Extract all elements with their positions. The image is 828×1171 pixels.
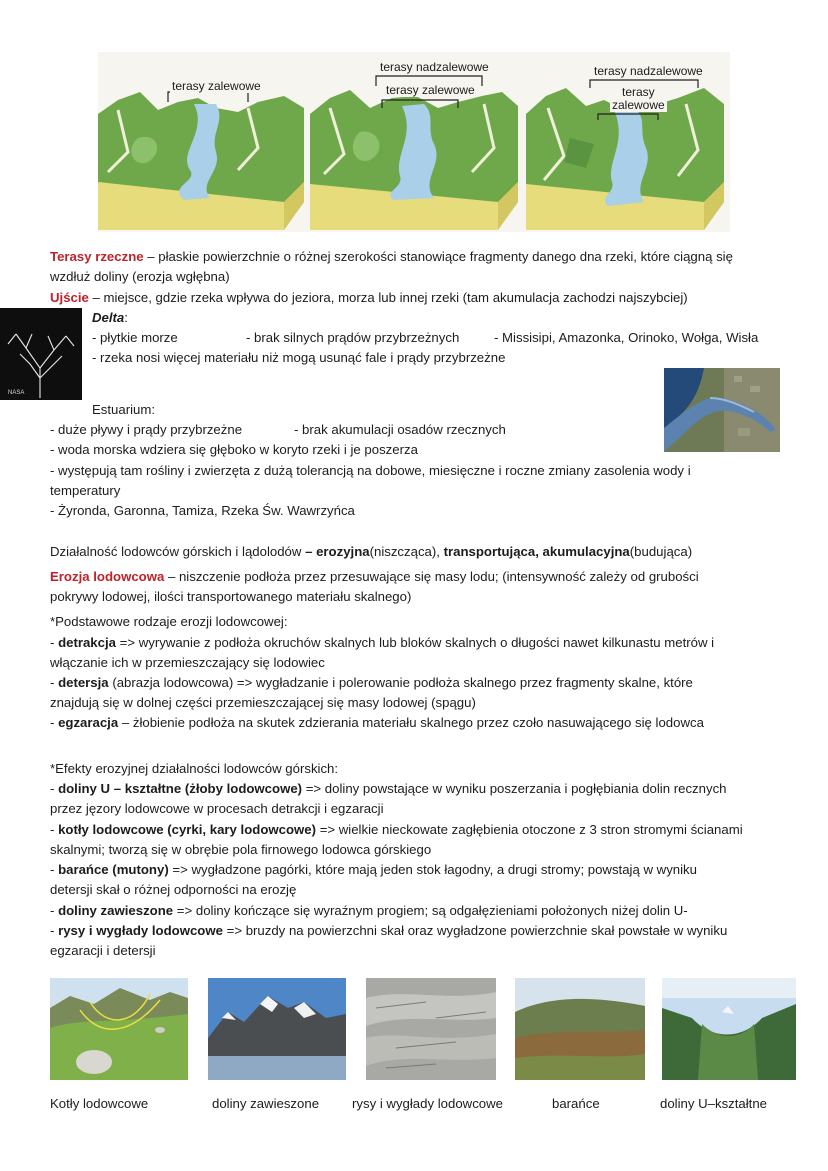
estuary-satellite-image <box>664 368 780 452</box>
doliny-u-line-2: przez jęzory lodowcowe w procesach detrakcji i egzaracji <box>50 801 384 816</box>
rysy-term: rysy i wygłady lodowcowe <box>58 923 223 938</box>
detersja-line-2: znajdują się w dolnej części przemieszczającej się masy lodowej (spągu) <box>50 695 476 710</box>
delta-item-shallow-sea: - płytkie morze <box>92 330 178 345</box>
terasy-term: Terasy rzeczne <box>50 249 144 264</box>
estuarium-item-tides: - duże pływy i prądy przybrzeżne <box>50 422 243 437</box>
estuarium-item-organisms-line-1: - występują tam rośliny i zwierzęta z dużą tolerancją na dobowe, miesięczne i roczne zmiany zasolenia wody i <box>50 463 691 478</box>
doliny-u-term: doliny U – kształtne (żłoby lodowcowe) <box>58 781 303 796</box>
delta-item-no-currents: - brak silnych prądów przybrzeżnych <box>246 330 460 345</box>
detrakcja-line-1: - detrakcja => wyrywanie z podłoża okruchów skalnych lub bloków skalnych o długości nawet kilkunastu metrów i <box>50 635 715 650</box>
erosion-types-heading: *Podstawowe rodzaje erozji lodowcowej: <box>50 614 288 629</box>
barance-term: barańce (mutony) <box>58 862 169 877</box>
caption-cirques: Kotły lodowcowe <box>50 1096 149 1111</box>
diagram-label-upper-terrace-3: terasy nadzalewowe <box>594 64 703 78</box>
erozja-lodowcowa-term: Erozja lodowcowa <box>50 569 165 584</box>
photo-roches-moutonnees <box>515 978 645 1080</box>
diagram-label-floodplain-2: terasy zalewowe <box>386 83 475 97</box>
doliny-u-line-1: - doliny U – kształtne (żłoby lodowcowe) => doliny powstające w wyniku poszerzania i pogłębiania dolin recznych <box>50 781 727 796</box>
ujscie-definition: Ujście – miejsce, gdzie rzeka wpływa do jeziora, morza lub innej rzeki (tam akumulacja zachodzi najszybciej) <box>50 290 688 305</box>
estuarium-item-examples: - Żyronda, Garonna, Tamiza, Rzeka Św. Wawrzyńca <box>50 503 355 518</box>
diagram-label-upper-terrace-2: terasy nadzalewowe <box>380 60 489 74</box>
terasy-definition-line-1: Terasy rzeczne – płaskie powierzchnie o różnej szerokości stanowiące fragmenty danego dna rzeki, które ciągną się <box>50 249 733 264</box>
detersja-line-1: - detersja (abrazja lodowcowa) => wygładzanie i polerowanie podłoża skalnego przez fragmenty skalne, które <box>50 675 693 690</box>
diagram-label-floodplain-3: terasy zalewowe <box>612 85 665 112</box>
caption-hanging-valleys: doliny zawieszone <box>212 1096 320 1111</box>
delta-item-material: - rzeka nosi więcej materiału niż mogą usunąć fale i prądy przybrzeżne <box>92 350 506 365</box>
caption-u-valleys: doliny U–kształtne <box>660 1096 768 1111</box>
terasy-definition-line-2: wzdłuż doliny (erozja wgłębna) <box>50 269 230 284</box>
doliny-zawieszone-term: doliny zawieszone <box>58 903 174 918</box>
doliny-zawieszone-line: - doliny zawieszone => doliny kończące się wyraźnym progiem; są odgałęzieniami położonych niżej dolin U- <box>50 903 688 918</box>
terrace-block-1 <box>98 92 304 230</box>
estuarium-item-seawater: - woda morska wdziera się głęboko w koryto rzeki i je poszerza <box>50 442 418 457</box>
rysy-line-2: egzaracji i detersji <box>50 943 156 958</box>
photo-hanging-valleys <box>208 978 346 1080</box>
estuarium-item-no-accumulation: - brak akumulacji osadów rzecznych <box>294 422 506 437</box>
detersja-term: detersja <box>58 675 109 690</box>
kotly-line-2: skalnymi; tworzą się w obrębie pola firnowego lodowca górskiego <box>50 842 432 857</box>
caption-striations: rysy i wygłady lodowcowe <box>352 1096 503 1111</box>
river-terraces-diagram <box>98 52 730 232</box>
estuarium-item-organisms-line-2: temperatury <box>50 483 121 498</box>
delta-heading: Delta: <box>92 310 128 325</box>
egzaracja-line: - egzaracja – żłobienie podłoża na skutek zdzierania materiału skalnego przez czoło nasuwającego się lodowca <box>50 715 704 730</box>
kotly-term: kotły lodowcowe (cyrki, kary lodowcowe) <box>58 822 317 837</box>
detrakcja-term: detrakcja <box>58 635 116 650</box>
photo-glacial-striations <box>366 978 496 1080</box>
egzaracja-term: egzaracja <box>58 715 119 730</box>
photo-u-shaped-valley <box>662 978 796 1080</box>
detrakcja-line-2: włączanie ich w przemieszczający się lodowiec <box>50 655 325 670</box>
erosion-effects-heading: *Efekty erozyjnej działalności lodowców górskich: <box>50 761 339 776</box>
barance-line-1: - barańce (mutony) => wygładzone pagórki, które mają jeden stok łagodny, a drugi stromy; powstają w wyniku <box>50 862 697 877</box>
caption-roches-moutonnees: barańce <box>552 1096 600 1111</box>
ujscie-term: Ujście <box>50 290 89 305</box>
erozja-lodowcowa-line-2: pokrywy lodowej, ilości transportowanego materiału skalnego) <box>50 589 412 604</box>
photo-cirque <box>50 978 188 1080</box>
delta-satellite-image: NASA <box>0 308 82 400</box>
rysy-line-1: - rysy i wygłady lodowcowe => bruzdy na powierzchni skał oraz wygładzone powierzchnie skał powstałe w wyniku <box>50 923 728 938</box>
terrace-block-2 <box>310 90 518 230</box>
barance-line-2: detersji skał o różnej odporności na erozję <box>50 882 297 897</box>
estuarium-heading: Estuarium: <box>92 402 156 417</box>
diagram-label-floodplain-1: terasy zalewowe <box>172 79 261 93</box>
delta-item-examples: - Missisipi, Amazonka, Orinoko, Wołga, Wisła <box>494 330 759 345</box>
erozja-lodowcowa-line-1: Erozja lodowcowa – niszczenie podłoża przez przesuwające się masy lodu; (intensywność zależy od grubości <box>50 569 699 584</box>
glacier-activity-intro: Działalność lodowców górskich i lądolodów – erozyjna(niszcząca), transportująca, akumulacyjna(budująca) <box>50 544 693 559</box>
kotly-line-1: - kotły lodowcowe (cyrki, kary lodowcowe) => wielkie nieckowate zagłębienia otoczone z 3 stron stromymi ścianami <box>50 822 743 837</box>
